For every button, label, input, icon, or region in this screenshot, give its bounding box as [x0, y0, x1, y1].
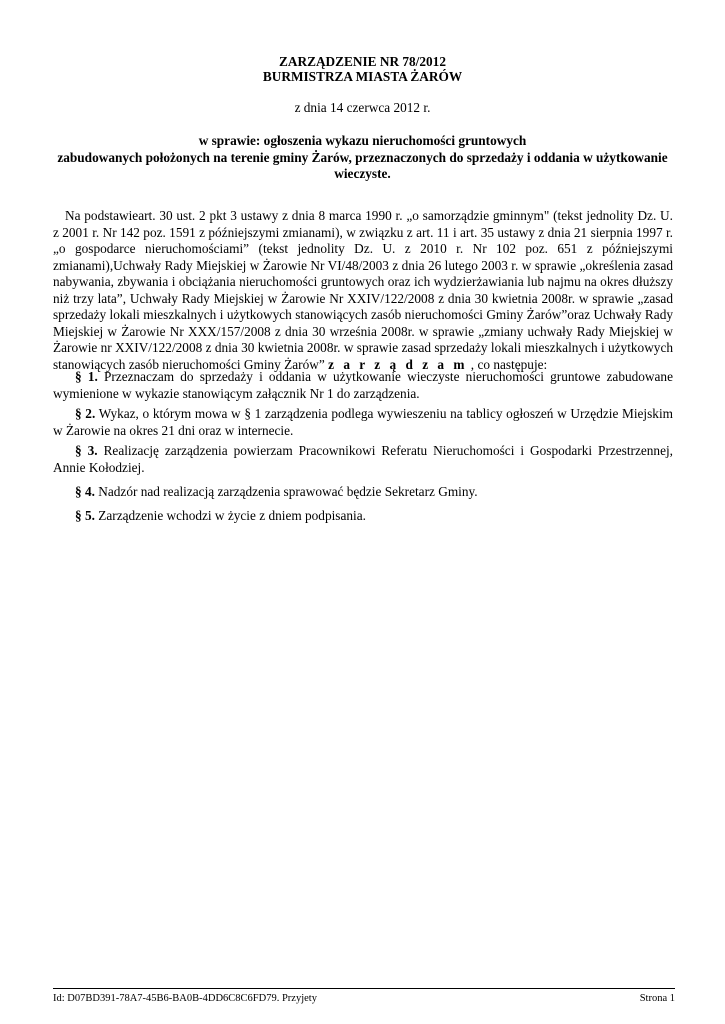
footer-document-id: Id: D07BD391-78A7-45B6-BA0B-4DD6C8C6FD79. Przyjety: [53, 993, 317, 1004]
document-subject: [0, 133, 725, 183]
document-title: [0, 54, 725, 84]
paragraph-text: Przeznaczam do sprzedaży i oddania w użytkowanie wieczyste nieruchomości gruntowe zabudowane wymienione w wykazie stanowiącym załącznik Nr 1 do zarządzenia.: [53, 369, 673, 401]
title-line-2: BURMISTRZA MIASTA ŻARÓW: [262, 69, 463, 84]
footer-divider: [53, 988, 675, 989]
legal-basis-paragraph: [53, 208, 673, 373]
paragraph-text: Wykaz, o którym mowa w § 1 zarządzenia podlega wywieszeniu na tablicy ogłoszeń w Urzędzie Miejskim w Żarowie na okres 21 dni oraz w internecie.: [53, 406, 673, 438]
paragraph-text: Nadzór nad realizacją zarządzenia sprawować będzie Sekretarz Gminy.: [94, 484, 478, 499]
paragraph-text: Zarządzenie wchodzi w życie z dniem podpisania.: [94, 508, 366, 523]
paragraph-number: § 2.: [75, 406, 96, 421]
legal-basis-tail: , co następuje:: [467, 356, 548, 372]
decree-word: z a r z ą d z a m: [328, 356, 468, 372]
subject-line-2: zabudowanych położonych na terenie gminy Żarów, przeznaczonych do sprzedaży i oddania w użytkowanie: [57, 149, 668, 165]
document-date: z dnia 14 czerwca 2012 r.: [294, 100, 431, 115]
paragraph-3: [53, 443, 673, 476]
paragraph-5: [53, 508, 673, 525]
subject-line-3: wieczyste.: [334, 166, 391, 181]
paragraph-text: Realizację zarządzenia powierzam Pracownikowi Referatu Nieruchomości i Gospodarki Przestrzennej, Annie Kołodziej.: [53, 443, 673, 475]
footer-page-number: Strona 1: [639, 993, 675, 1004]
paragraph-1: [53, 369, 673, 402]
paragraph-4: [53, 484, 673, 501]
paragraph-number: § 3.: [75, 443, 98, 458]
paragraph-number: § 5.: [75, 508, 95, 523]
paragraph-number: § 1.: [75, 369, 98, 384]
paragraph-number: § 4.: [75, 484, 95, 499]
subject-line-1: w sprawie: ogłoszenia wykazu nieruchomości gruntowych: [198, 133, 527, 148]
legal-basis-text: Na podstawieart. 30 ust. 2 pkt 3 ustawy z dnia 8 marca 1990 r. „o samorządzie gminnym" (tekst jednolity Dz. U. z 2001 r. Nr 142 poz. 1591 z późniejszymi zmianami), w związku z art. 11 i art. 35 ustawy z dnia 21 sierpnia 1997 r. „o gospodarce nieruchomościami” (tekst jednolity Dz. U. z 2010 r. Nr 102 poz. 651 z późniejszymi zmianami),Uchwały Rady Miejskiej w Żarowie Nr VI/48/2003 z dnia 26 lutego 2003 r. w sprawie „określenia zasad nabywania, zbywania i obciążania nieruchomości gruntowych oraz ich wydzierżawiania lub najmu na okres dłuższy niż trzy lata”, Uchwały Rady Miejskiej w Żarowie Nr XXIV/122/2008 z dnia 30 kwietnia 2008r. w sprawie „zasad sprzedaży lokali mieszkalnych i użytkowych stanowiących zasób nieruchomości Gminy Żarów”oraz Uchwały Rady Miejskiej w Żarowie Nr XXX/157/2008 z dnia 30 września 2008r. w sprawie „zmiany uchwały Rady Miejskiej w Żarowie nr XXIV/122/2008 z dnia 30 kwietnia 2008r. w sprawie zasad sprzedaży lokali mieszkalnych i użytkowych stanowiących zasób nieruchomości Gminy Żarów”: [53, 208, 673, 372]
paragraph-2: [53, 406, 673, 439]
title-line-1: ZARZĄDZENIE NR 78/2012: [279, 54, 446, 69]
